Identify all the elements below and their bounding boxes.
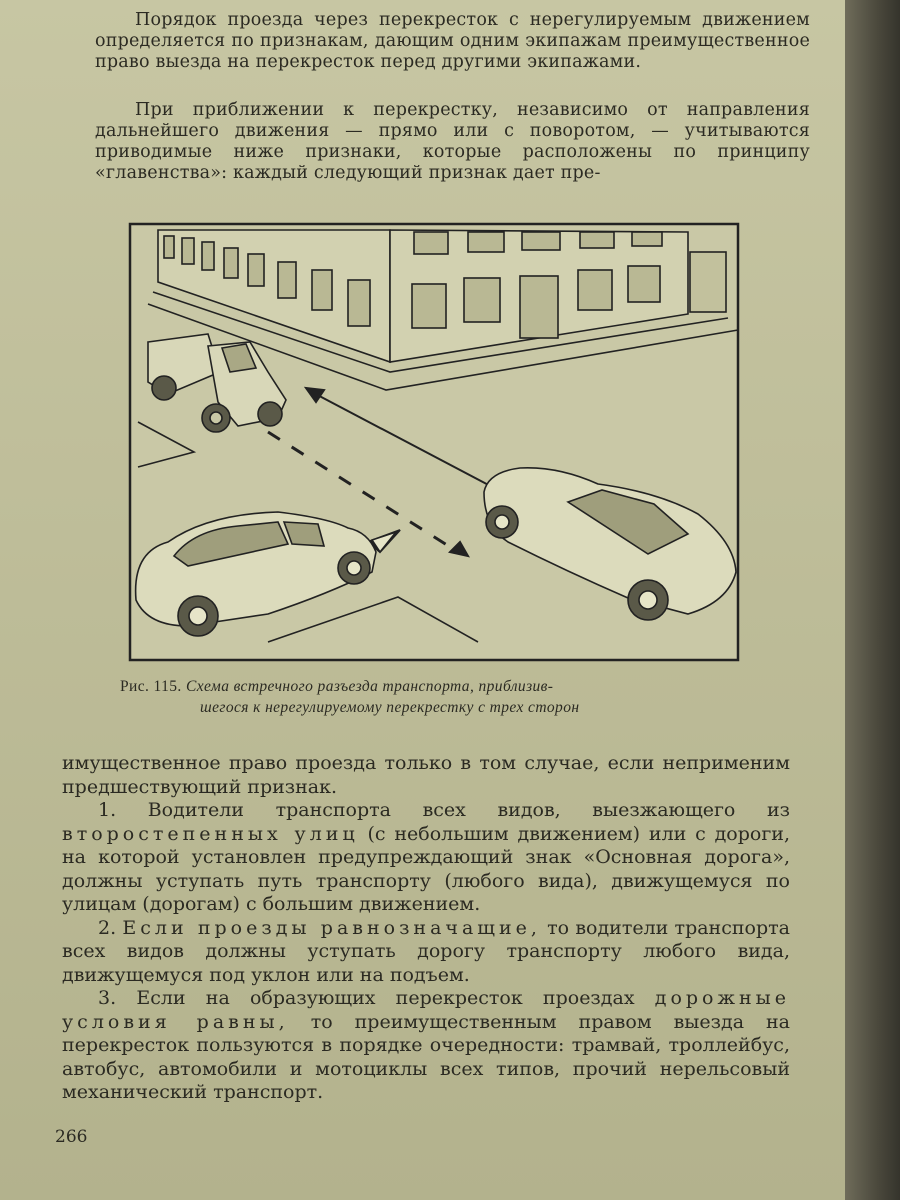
paragraph-continuation: имущественное право проезда только в том случае, если неприменим предшествующий признак. bbox=[62, 752, 790, 798]
book-edge bbox=[845, 0, 900, 1200]
rule-2: 2. Если проезды равнозначащие, то водители транспорта всех видов должны уступать дорогу транспорту любого вида, движущемуся под уклон или на подъем. bbox=[62, 916, 790, 986]
page-number: 266 bbox=[55, 1127, 88, 1147]
caption-line-2: шегося к нерегулируемому перекрестку с трех сторон bbox=[200, 699, 580, 716]
figure-label: Рис. 115. bbox=[120, 678, 182, 695]
rule-3: 3. Если на образующих перекресток проездах дорожные условия равны, то преимущественным правом выезда на перекресток пользуются в порядке очередности: трамвай, троллейбус, автобус, автомобили и мотоциклы всех типов, прочий нерельсовый механический транспорт. bbox=[62, 987, 791, 1103]
figure-caption bbox=[120, 676, 760, 718]
paragraph-intersection-order: Порядок проезда через перекресток с нерегулируемым движением определяется по признакам, дающим одним экипажам преимущественное право выезда на перекресток перед другими экипажами. bbox=[95, 10, 810, 72]
intersection-illustration bbox=[128, 222, 740, 662]
rule-1: 1. Водители транспорта всех видов, выезжающего из второстепенных улиц (с небольшим движением) или с дороги, на которой установлен предупреждающий знак «Основная дорога», должны уступать путь транспорту (любого вида), движущемуся по улицам (дорогам) с большим движением. bbox=[62, 799, 790, 915]
caption-line-1: Схема встречного разъезда транспорта, приблизив- bbox=[185, 678, 554, 695]
rules-section bbox=[62, 752, 790, 1105]
paragraph-approach-signs: При приближении к перекрестку, независимо от направления дальнейшего движения — прямо или с поворотом, — учитываются приводимые ниже признаки, которые расположены по принципу «главенства»: каждый следующий признак дает пре- bbox=[95, 100, 810, 183]
